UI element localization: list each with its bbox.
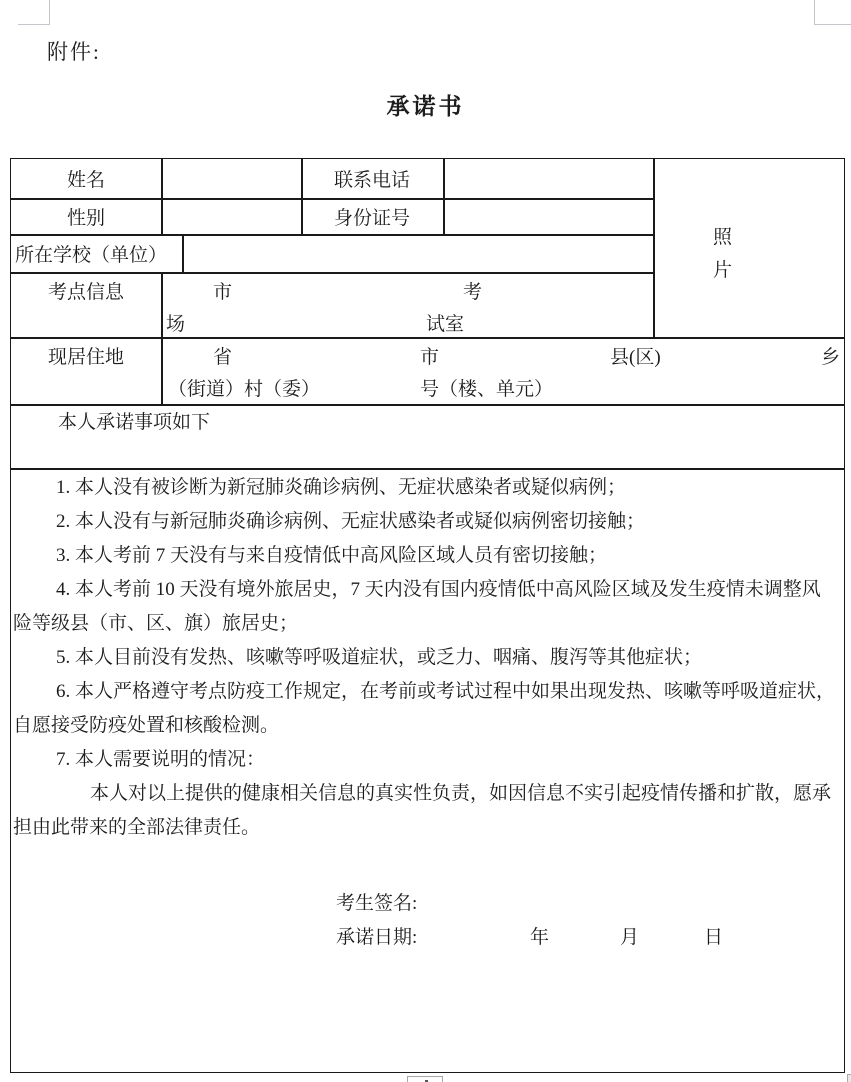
signature-label: 考生签名:: [336, 893, 418, 914]
page-gap-control[interactable]: [407, 1076, 443, 1082]
date-day-label: 日: [704, 927, 724, 948]
residence-input-cell[interactable]: [163, 337, 844, 404]
pledge-form-table: [10, 158, 845, 1073]
promise-body-cell: [11, 468, 844, 1072]
promise-item-6: 6. 本人严格遵守考点防疫工作规定，在考前或考试过程中如果出现发热、咳嗽等呼吸道症状，自愿接受防疫处置和核酸检测。: [13, 681, 836, 736]
gender-input-cell[interactable]: [163, 198, 301, 234]
residence-city: 市: [420, 347, 440, 368]
promise-item-5: 5. 本人目前没有发热、咳嗽等呼吸道症状，或乏力、咽痛、腹泻等其他症状；: [56, 647, 703, 668]
school-input-cell[interactable]: [184, 234, 653, 272]
photo-label-char2: 片: [713, 260, 733, 281]
residence-township: 乡: [821, 347, 841, 368]
page-corner-mark-top-right-v: [814, 0, 815, 25]
residence-building: 号（楼、单元）: [420, 379, 554, 400]
exam-site-label: 考点信息: [47, 282, 124, 303]
promise-items: [11, 468, 844, 845]
gender-label: 性别: [66, 207, 105, 229]
page-corner-mark-top-right-h: [814, 24, 851, 25]
promise-item-1: 1. 本人没有被诊断为新冠肺炎确诊病例、无症状感染者或疑似病例；: [56, 477, 627, 498]
date-month-label: 月: [620, 927, 640, 948]
exam-site-input-cell[interactable]: [163, 272, 653, 337]
promise-item-3: 3. 本人考前 7 天没有与来自疫情低中高风险区域人员有密切接触；: [56, 545, 608, 566]
photo-label-char1: 照: [713, 227, 733, 248]
school-label: 所在学校（单位）: [15, 244, 168, 266]
page-corner-mark-top-left-h: [18, 24, 50, 25]
promise-statement: 本人对以上提供的健康相关信息的真实性负责，如因信息不实引起疫情传播和扩散，愿承担由此带来的全部法律责任。: [13, 783, 832, 838]
next-page-corner-mark: [847, 1074, 851, 1082]
exam-site-hall-part2: 场: [166, 314, 186, 335]
promise-item-4: 4. 本人考前 10 天没有境外旅居史，7 天内没有国内疫情低中高风险区域及发生疫情未调整风险等级县（市、区、旗）旅居史；: [13, 579, 821, 634]
exam-site-room: 试室: [426, 314, 465, 335]
name-label: 姓名: [66, 170, 105, 191]
phone-label: 联系电话: [333, 170, 410, 191]
residence-label: 现居住地: [47, 347, 124, 368]
exam-site-city: 市: [213, 282, 233, 303]
promise-item-2: 2. 本人没有与新冠肺炎确诊病例、无症状感染者或疑似病例密切接触；: [56, 511, 646, 532]
residence-county: 县(区): [610, 347, 661, 368]
photo-area[interactable]: [655, 159, 844, 337]
promise-item-7: 7. 本人需要说明的情况：: [56, 749, 266, 770]
id-number-input-cell[interactable]: [445, 198, 653, 234]
date-year-label: 年: [530, 927, 550, 948]
date-label: 承诺日期:: [336, 927, 418, 948]
attachment-label: 附件:: [47, 40, 101, 64]
phone-input-cell[interactable]: [445, 159, 653, 198]
residence-village: （街道）村（委）: [168, 379, 321, 400]
residence-province: 省: [213, 347, 233, 368]
page-corner-mark-top-left-v: [49, 0, 50, 25]
exam-site-hall-part1: 考: [463, 282, 483, 303]
id-number-label: 身份证号: [333, 207, 410, 229]
name-input-cell[interactable]: [163, 159, 301, 198]
promise-header: 本人承诺事项如下: [58, 412, 211, 433]
page-title: 承诺书: [386, 94, 465, 119]
